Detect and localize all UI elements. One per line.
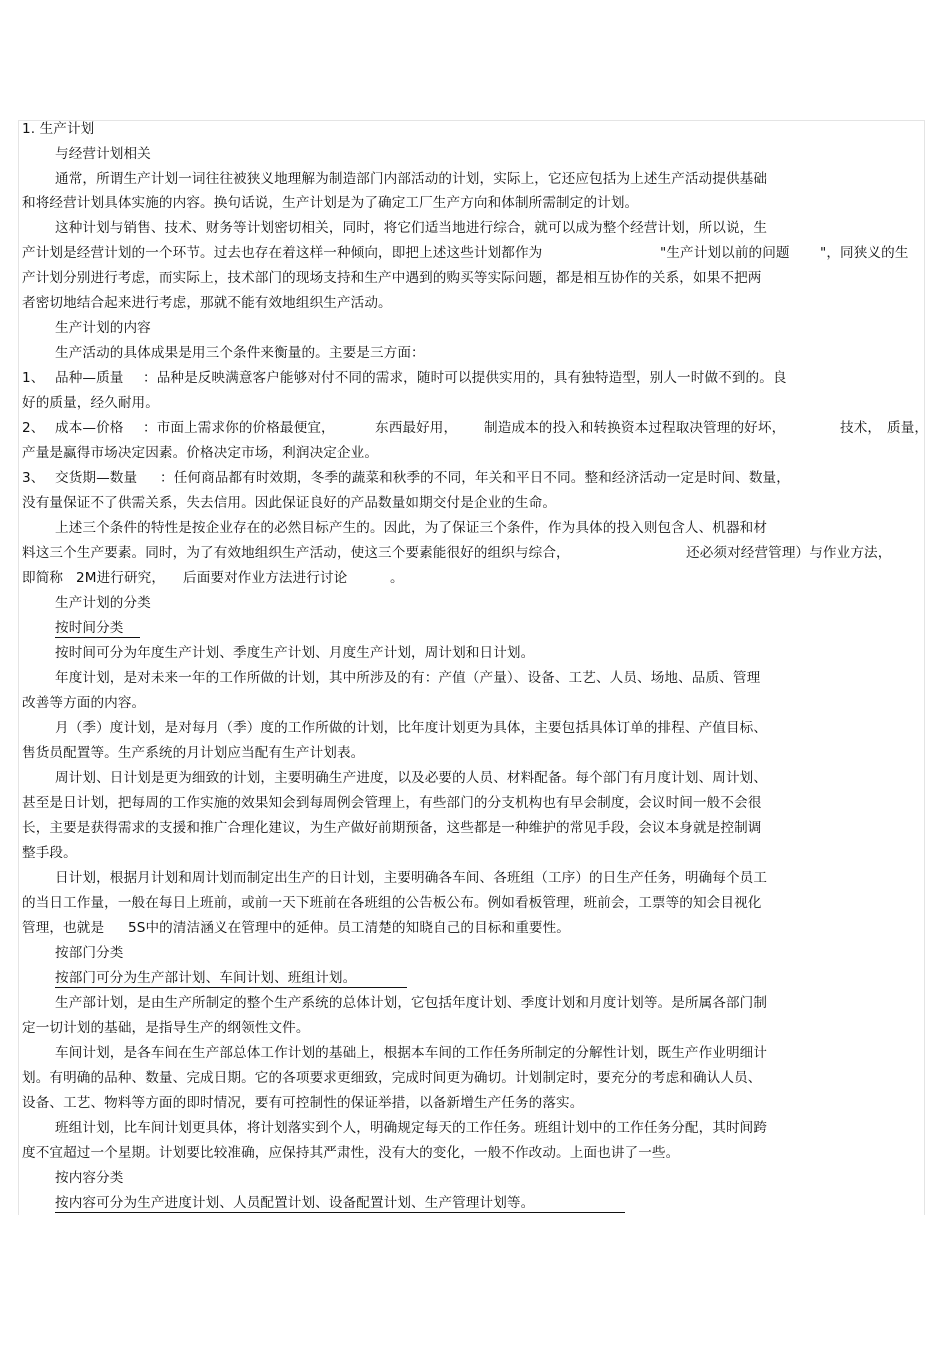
list-item-number: 3、 bbox=[22, 470, 45, 486]
paragraph-line: 年度计划，是对未来一年的工作所做的计划，其中所涉及的有：产值（产量）、设备、工艺、人员、场地、品质、管理 bbox=[55, 670, 761, 686]
list-item-term: 成本—价格 bbox=[55, 420, 124, 436]
paragraph-line: 和将经营计划具体实施的内容。换句话说，生产计划是为了确定工厂生产方向和体制所需制定的计划。 bbox=[22, 195, 639, 211]
paragraph-line: 按部门可分为生产部计划、车间计划、班组计划。 bbox=[55, 969, 407, 988]
list-item-text: ：任何商品都有时效期，冬季的蔬菜和秋季的不同，年关和平日不同。整和经济活动一定是时间、数量， bbox=[160, 470, 790, 486]
list-item-text: 技术， bbox=[840, 420, 882, 436]
paragraph-line: 生产活动的具体成果是用三个条件来衡量的。主要是三方面： bbox=[55, 345, 425, 361]
paragraph-line: 甚至是日计划，把每周的工作实施的效果知会到每周例会管理上，有些部门的分支机构也有早会制度，会议时间一般不会很 bbox=[22, 795, 762, 811]
paragraph-line: 售货员配置等。生产系统的月计划应当配有生产计划表。 bbox=[22, 745, 365, 761]
subheading-by-content: 按内容分类 bbox=[55, 1170, 124, 1186]
list-item-number: 2、 bbox=[22, 420, 45, 436]
paragraph-line: 料这三个生产要素。同时，为了有效地组织生产活动，使这三个要素能很好的组织与综合， bbox=[22, 545, 570, 561]
list-item-text: ：市面上需求你的价格最便宜， bbox=[143, 420, 335, 436]
paragraph-line: 长，主要是获得需求的支援和推广合理化建议，为生产做好前期预备，这些都是一种维护的常见手段，会议本身就是控制调 bbox=[22, 820, 762, 836]
paragraph-line: 划。有明确的品种、数量、完成日期。它的各项要求更细致，完成时间更为确切。计划制定时，要充分的考虑和确认人员、 bbox=[22, 1070, 762, 1086]
paragraph-line: "，同狭义的生 bbox=[820, 245, 909, 261]
paragraph-line: 。 bbox=[390, 570, 404, 586]
paragraph-line: 2M进行研究， bbox=[76, 570, 166, 586]
paragraph-line: 还必须对经营管理）与作业方法， bbox=[686, 545, 892, 561]
paragraph-line: 定一切计划的基础，是指导生产的纲领性文件。 bbox=[22, 1020, 310, 1036]
paragraph-line: 整手段。 bbox=[22, 845, 77, 861]
paragraph-line: 设备、工艺、物料等方面的即时情况，要有可控制性的保证举措，以备新增生产任务的落实。 bbox=[22, 1095, 584, 1111]
paragraph-line: 生产部计划，是由生产所制定的整个生产系统的总体计划，它包括年度计划、季度计划和月度计划等。是所属各部门制 bbox=[55, 995, 768, 1011]
paragraph-line: 者密切地结合起来进行考虑，那就不能有效地组织生产活动。 bbox=[22, 295, 392, 311]
subheading-by-time: 按时间分类 bbox=[55, 619, 140, 638]
list-item-term: 品种—质量 bbox=[55, 370, 124, 386]
paragraph-line: 的当日工作量，一般在每日上班前，或前一天下班前在各班组的公告板公布。例如看板管理，班前会，工票等的知会目视化 bbox=[22, 895, 762, 911]
section-heading: 1. 生产计划 bbox=[22, 121, 95, 137]
paragraph-line: 好的质量，经久耐用。 bbox=[22, 395, 159, 411]
list-item-term: 交货期—数量 bbox=[55, 470, 138, 486]
paragraph-line: 没有量保证不了供需关系，失去信用。因此保证良好的产品数量如期交付是企业的生命。 bbox=[22, 495, 557, 511]
subheading-related: 与经营计划相关 bbox=[55, 146, 151, 162]
paragraph-line: 管理，也就是 bbox=[22, 920, 105, 936]
paragraph-line: 按内容可分为生产进度计划、人员配置计划、设备配置计划、生产管理计划等。 bbox=[55, 1194, 625, 1213]
paragraph-line: 通常，所谓生产计划一词往往被狭义地理解为制造部门内部活动的计划，实际上，它还应包括为上述生产活动提供基础 bbox=[55, 171, 768, 187]
subheading-content: 生产计划的内容 bbox=[55, 320, 151, 336]
paragraph-line: 上述三个条件的特性是按企业存在的必然目标产生的。因此，为了保证三个条件，作为具体的投入则包含人、机器和材 bbox=[55, 520, 768, 536]
paragraph-line: 5S中的清洁涵义在管理中的延伸。员工清楚的知晓自己的目标和重要性。 bbox=[128, 920, 570, 936]
list-item-text: 东西最好用， bbox=[375, 420, 458, 436]
paragraph-line: 产计划是经营计划的一个环节。过去也存在着这样一种倾向，即把上述这些计划都作为 bbox=[22, 245, 543, 261]
paragraph-line: 这种计划与销售、技术、财务等计划密切相关，同时，将它们适当地进行综合，就可以成为整个经营计划，所以说，生 bbox=[55, 220, 768, 236]
list-item-text: 质量， bbox=[887, 420, 929, 436]
subheading-classification: 生产计划的分类 bbox=[55, 595, 151, 611]
list-item-text: ：品种是反映满意客户能够对付不同的需求，随时可以提供实用的，具有独特造型，别人一时做不到的。良 bbox=[143, 370, 787, 386]
paragraph-line: 周计划、日计划是更为细致的计划，主要明确生产进度，以及必要的人员、材料配备。每个部门有月度计划、周计划、 bbox=[55, 770, 768, 786]
quoted-phrase: "生产计划以前的问题 bbox=[660, 245, 790, 261]
paragraph-line: 班组计划，比车间计划更具体，将计划落实到个人，明确规定每天的工作任务。班组计划中的工作任务分配，其时间跨 bbox=[55, 1120, 768, 1136]
paragraph-line: 车间计划，是各车间在生产部总体工作计划的基础上，根据本车间的工作任务所制定的分解性计划，既生产作业明细计 bbox=[55, 1045, 768, 1061]
paragraph-line: 月（季）度计划，是对每月（季）度的工作所做的计划，比年度计划更为具体，主要包括具体订单的排程、产值目标、 bbox=[55, 720, 768, 736]
paragraph-line: 按时间可分为年度生产计划、季度生产计划、月度生产计划，周计划和日计划。 bbox=[55, 645, 535, 661]
paragraph-line: 即简称 bbox=[22, 570, 64, 586]
paragraph-line: 改善等方面的内容。 bbox=[22, 695, 146, 711]
list-item-number: 1、 bbox=[22, 370, 45, 386]
paragraph-line: 度不宜超过一个星期。计划要比较准确，应保持其严肃性，没有大的变化，一般不作改动。上面也讲了一些。 bbox=[22, 1145, 680, 1161]
list-item-text: 制造成本的投入和转换资本过程取决管理的好坏， bbox=[484, 420, 786, 436]
paragraph-line: 日计划，根据月计划和周计划而制定出生产的日计划，主要明确各车间、各班组（工序）的日生产任务，明确每个员工 bbox=[55, 870, 768, 886]
paragraph-line: 后面要对作业方法进行讨论 bbox=[183, 570, 348, 586]
subheading-by-department: 按部门分类 bbox=[55, 945, 124, 961]
paragraph-line: 产计划分别进行考虑，而实际上，技术部门的现场支持和生产中遇到的购买等实际问题，都是相互协作的关系，如果不把两 bbox=[22, 270, 762, 286]
paragraph-line: 产量是赢得市场决定因素。价格决定市场，利润决定企业。 bbox=[22, 445, 379, 461]
